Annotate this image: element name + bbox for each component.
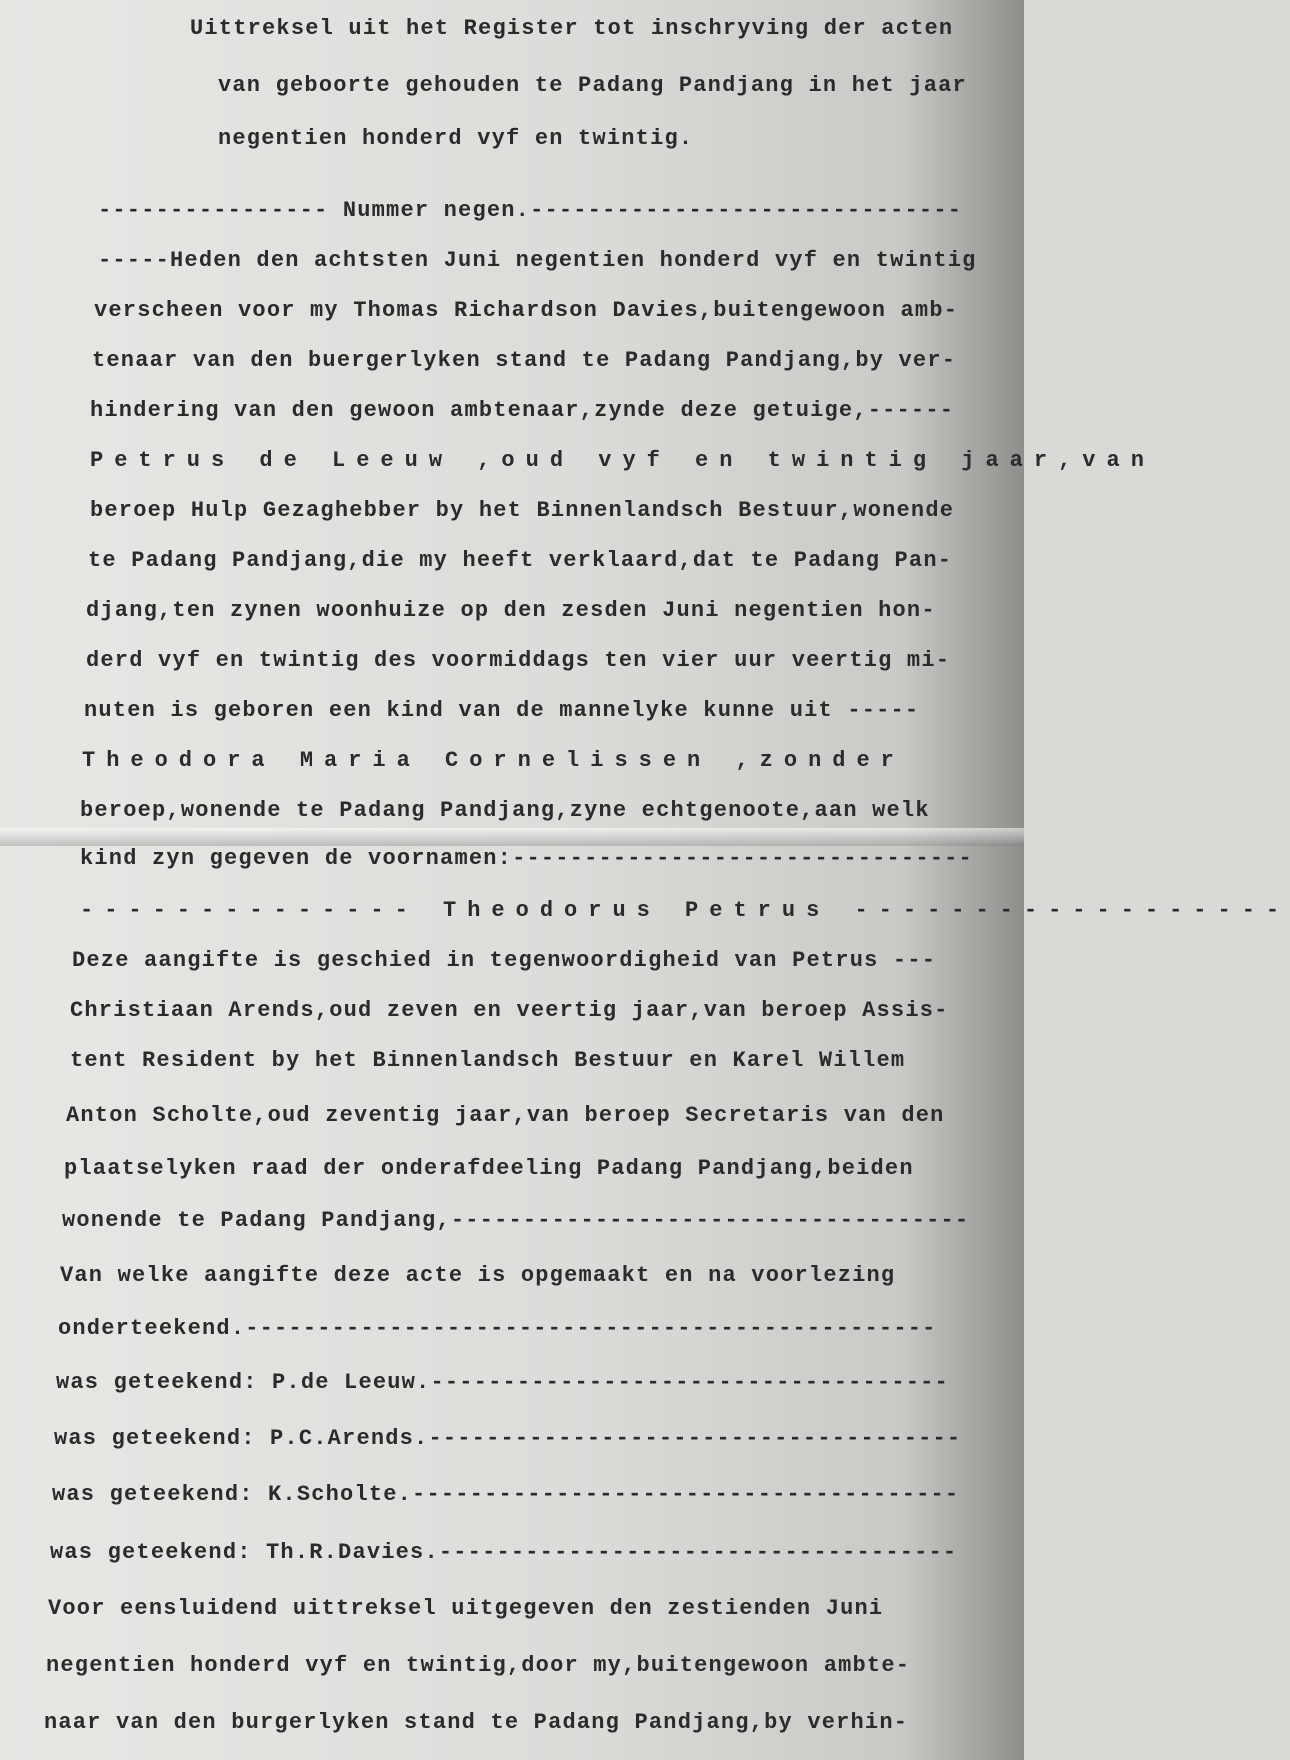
entry-number: ---------------- Nummer negen.------------------------------	[98, 198, 963, 223]
body-line: te Padang Pandjang,die my heeft verklaard,dat te Padang Pan-	[88, 548, 953, 573]
body-line: hindering van den gewoon ambtenaar,zynde deze getuige,------	[90, 398, 955, 423]
signature-line: was geteekend: Th.R.Davies.------------------------------------	[50, 1540, 958, 1565]
body-line: derd vyf en twintig des voormiddags ten vier uur veertig mi-	[86, 648, 951, 673]
body-line: nuten is geboren een kind van de mannelyke kunne uit -----	[84, 698, 920, 723]
signature-line: was geteekend: K.Scholte.--------------------------------------	[52, 1482, 960, 1507]
body-line: plaatselyken raad der onderafdeeling Padang Pandjang,beiden	[64, 1156, 914, 1181]
body-line: naar van den burgerlyken stand te Padang Pandjang,by verhin-	[44, 1710, 909, 1735]
body-line: wonende te Padang Pandjang,------------------------------------	[62, 1208, 970, 1233]
body-line: kind zyn gegeven de voornamen:--------------------------------	[80, 846, 973, 871]
body-line: Theodora Maria Cornelissen ,zonder	[82, 748, 905, 773]
body-line: negentien honderd vyf en twintig,door my,buitengewoon ambte-	[46, 1653, 911, 1678]
body-line: verscheen voor my Thomas Richardson Davies,buitengewoon amb-	[94, 298, 959, 323]
signature-line: was geteekend: P.C.Arends.-------------------------------------	[54, 1426, 962, 1451]
paper-fold	[0, 828, 1024, 846]
body-line: Van welke aangifte deze acte is opgemaakt en na voorlezing	[60, 1263, 896, 1288]
header-line: van geboorte gehouden te Padang Pandjang in het jaar	[218, 73, 967, 98]
body-line: Christiaan Arends,oud zeven en veertig jaar,van beroep Assis-	[70, 998, 949, 1023]
body-line: beroep,wonende te Padang Pandjang,zyne echtgenoote,aan welk	[80, 798, 930, 823]
body-line: onderteekend.------------------------------------------------	[58, 1316, 937, 1341]
signature-line: was geteekend: P.de Leeuw.------------------------------------	[56, 1370, 949, 1395]
header-line: negentien honderd vyf en twintig.	[218, 126, 694, 151]
body-line: djang,ten zynen woonhuize op den zesden Juni negentien hon-	[86, 598, 936, 623]
body-line: beroep Hulp Gezaghebber by het Binnenlandsch Bestuur,wonende	[90, 498, 955, 523]
body-line: -------------- Theodorus Petrus ------------------	[80, 898, 1290, 923]
body-line: -----Heden den achtsten Juni negentien honderd vyf en twintig	[98, 248, 977, 273]
body-line: tent Resident by het Binnenlandsch Bestuur en Karel Willem	[70, 1048, 906, 1073]
body-line: Voor eensluidend uittreksel uitgegeven den zestienden Juni	[48, 1596, 884, 1621]
header-line: Uittreksel uit het Register tot inschryving der acten	[190, 16, 954, 41]
body-line: Anton Scholte,oud zeventig jaar,van beroep Secretaris van den	[66, 1103, 945, 1128]
body-line: Deze aangifte is geschied in tegenwoordigheid van Petrus ---	[72, 948, 937, 973]
body-line: tenaar van den buergerlyken stand te Padang Pandjang,by ver-	[92, 348, 957, 373]
body-line: Petrus de Leeuw ,oud vyf en twintig jaar,van	[90, 448, 1155, 473]
